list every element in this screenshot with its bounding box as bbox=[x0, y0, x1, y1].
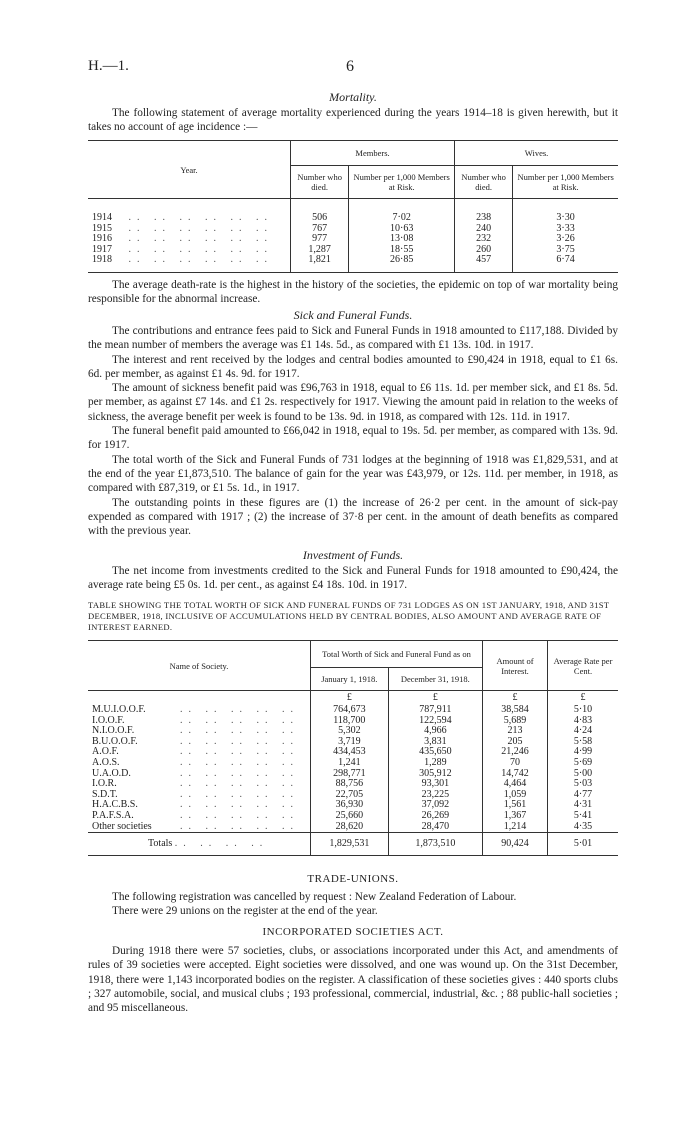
report-reference: H.—1. bbox=[88, 58, 129, 74]
worth-january: 1,241 bbox=[311, 758, 389, 769]
funds-table bbox=[88, 640, 618, 856]
worth-december: 305,912 bbox=[388, 769, 482, 780]
worth-january: 28,620 bbox=[311, 822, 389, 833]
interest-rate: 5·10 bbox=[573, 704, 593, 715]
sick-para-4: The funeral benefit paid amounted to £66,042 in 1918, equal to 19s. 5d. per member, as compared with 13s. 9d. for 1917. bbox=[88, 425, 618, 452]
wives-died-header: Number who died. bbox=[455, 166, 513, 199]
interest-amount: 213 bbox=[483, 726, 548, 737]
incorporated-heading: INCORPORATED SOCIETIES ACT. bbox=[262, 926, 444, 938]
society-name: P.A.F.S.A. .. .. .. .. .. bbox=[88, 811, 311, 822]
worth-january: 36,930 bbox=[311, 800, 389, 811]
members-died: 1,287 bbox=[291, 245, 349, 256]
society-name: I.O.O.F. .. .. .. .. .. bbox=[88, 716, 311, 727]
interest-rate: 5·41 bbox=[573, 809, 593, 821]
members-per1000: 18·55 bbox=[349, 245, 455, 256]
interest-amount: 1,214 bbox=[483, 822, 548, 833]
mortality-row bbox=[88, 255, 618, 266]
worth-january: 434,453 bbox=[311, 747, 389, 758]
society-name: M.U.I.O.O.F. .. .. .. .. .. bbox=[88, 705, 311, 716]
worth-december: 37,092 bbox=[388, 800, 482, 811]
mortality-row bbox=[88, 213, 618, 224]
totals-jan: 1,829,531 bbox=[311, 833, 389, 856]
totals-rate: 5·01 bbox=[573, 837, 593, 849]
interest-rate: 4·99 bbox=[573, 746, 593, 758]
interest-amount: 38,584 bbox=[483, 705, 548, 716]
average-rate-header: Average Rate per Cent. bbox=[553, 655, 613, 676]
society-row bbox=[88, 705, 618, 716]
incorporated-para: During 1918 there were 57 societies, clubs, or associations incorporated under this Act, and amendments of rules of 39 societies were accepted. Eight societies were dissolved, and one was wound up. On the 31st December, 1918, there were 1,143 incorporated bodies on the register. A classification of these societies gives : 440 sports clubs ; 327 automobile, social, and musical clubs ; 193 professional, commercial, industrial, &c. ; 88 public-hall societies ; and 95 miscellaneous. bbox=[88, 945, 618, 1015]
society-name: A.O.F. .. .. .. .. .. bbox=[88, 747, 311, 758]
worth-december: 787,911 bbox=[388, 705, 482, 716]
society-name: U.A.O.D. .. .. .. .. .. bbox=[88, 769, 311, 780]
worth-december: 93,301 bbox=[388, 779, 482, 790]
worth-header: Total Worth of Sick and Funeral Fund as on bbox=[311, 641, 483, 668]
wives-died: 260 bbox=[455, 245, 513, 256]
members-died: 977 bbox=[291, 234, 349, 245]
january-header: January 1, 1918. bbox=[311, 668, 389, 691]
worth-december: 1,289 bbox=[388, 758, 482, 769]
members-died: 1,821 bbox=[291, 255, 349, 266]
interest-amount: 1,367 bbox=[483, 811, 548, 822]
unit-dec: £ bbox=[388, 691, 482, 706]
trade-line-1: The following registration was cancelled by request : New Zealand Federation of Labour. bbox=[112, 891, 517, 903]
worth-january: 5,302 bbox=[311, 726, 389, 737]
worth-january: 25,660 bbox=[311, 811, 389, 822]
funds-table-caption: TABLE SHOWING THE TOTAL WORTH OF SICK AND FUNERAL FUNDS OF 731 LODGES AS ON 1ST JANUARY, 1918, AND 31ST DECEMBER, 1918, INCLUSIVE OF ACCUMULATIONS HELD BY CENTRAL BODIES, ALSO AMOUNT AND AVERAGE RATE OF INTEREST EARNED. bbox=[88, 600, 610, 632]
wives-per1000: 3·33 bbox=[556, 222, 575, 234]
interest-rate: 4·35 bbox=[573, 820, 593, 832]
totals-row bbox=[88, 833, 618, 856]
mortality-table bbox=[88, 140, 618, 273]
totals-dec: 1,873,510 bbox=[388, 833, 482, 856]
totals-amount: 90,424 bbox=[483, 833, 548, 856]
interest-rate: 4·83 bbox=[573, 714, 593, 726]
members-died: 506 bbox=[291, 213, 349, 224]
sick-para-1: The contributions and entrance fees paid to Sick and Funeral Funds in 1918 amounted to £117,188. Divided by the mean number of members the average was £1 14s. 5d., as compared with £1 13s. 10d. in 1917. bbox=[88, 325, 618, 352]
wives-per1000: 3·30 bbox=[556, 212, 575, 223]
society-header: Name of Society. bbox=[88, 641, 311, 691]
worth-december: 28,470 bbox=[388, 822, 482, 833]
society-row bbox=[88, 758, 618, 769]
sick-para-5: The total worth of the Sick and Funeral Funds of 731 lodges at the beginning of 1918 was £1,829,531, and at the end of the year £1,873,510. The balance of gain for the year was £43,979, or 12s. 11d. per member, in 1918, as compared with £87,319, or £1 5s. 1d., in 1917. bbox=[88, 453, 618, 495]
wives-per1000: 3·26 bbox=[556, 233, 575, 245]
mortality-year: 1916 .. .. .. .. .. .. bbox=[88, 234, 291, 245]
wives-per1000-header: Number per 1,000 Members at Risk. bbox=[517, 172, 614, 192]
worth-january: 764,673 bbox=[311, 705, 389, 716]
page-number: 6 bbox=[346, 58, 354, 75]
society-name: Other societies .. .. .. .. .. bbox=[88, 822, 311, 833]
interest-rate: 4·77 bbox=[573, 788, 593, 800]
members-per1000: 13·08 bbox=[349, 234, 455, 245]
mortality-heading: Mortality. bbox=[329, 90, 377, 104]
wives-died: 232 bbox=[455, 234, 513, 245]
interest-amount: 4,464 bbox=[483, 779, 548, 790]
interest-rate: 5·58 bbox=[573, 735, 593, 747]
mortality-year: 1914 .. .. .. .. .. .. bbox=[88, 213, 291, 224]
trade-unions-heading: TRADE-UNIONS. bbox=[307, 873, 399, 885]
interest-rate: 5·03 bbox=[573, 778, 593, 790]
wives-died: 457 bbox=[455, 255, 513, 266]
investment-heading: Investment of Funds. bbox=[302, 548, 404, 562]
members-header: Members. bbox=[291, 141, 455, 166]
sick-para-6: The outstanding points in these figures are (1) the increase of 26·2 per cent. in the amount of sick-pay expended as compared with 1917 ; (2) the increase of 37·8 per cent. in the amount of death benefits as compared with the previous year. bbox=[88, 496, 618, 538]
society-name: H.A.C.B.S. .. .. .. .. .. bbox=[88, 800, 311, 811]
unit-jan: £ bbox=[311, 691, 389, 706]
interest-amount: 70 bbox=[483, 758, 548, 769]
worth-january: 118,700 bbox=[311, 716, 389, 727]
unit-amount: £ bbox=[483, 691, 548, 706]
unit-rate: £ bbox=[580, 691, 586, 703]
wives-died: 238 bbox=[455, 213, 513, 224]
sick-heading: Sick and Funeral Funds. bbox=[293, 308, 413, 322]
society-row bbox=[88, 822, 618, 833]
society-row bbox=[88, 811, 618, 822]
members-died: 767 bbox=[291, 224, 349, 235]
mortality-year: 1915 .. .. .. .. .. .. bbox=[88, 224, 291, 235]
worth-december: 3,831 bbox=[388, 737, 482, 748]
wives-died: 240 bbox=[455, 224, 513, 235]
interest-amount: 205 bbox=[483, 737, 548, 748]
interest-amount: 21,246 bbox=[483, 747, 548, 758]
interest-rate: 4·31 bbox=[573, 799, 593, 811]
interest-amount: 1,059 bbox=[483, 790, 548, 801]
wives-header: Wives. bbox=[455, 141, 618, 166]
trade-line-2: There were 29 unions on the register at the end of the year. bbox=[112, 905, 378, 918]
worth-december: 26,269 bbox=[388, 811, 482, 822]
totals-label: Totals .. .. .. .. bbox=[88, 833, 311, 856]
society-name: I.O.R. .. .. .. .. .. bbox=[88, 779, 311, 790]
interest-rate: 4·24 bbox=[573, 725, 593, 737]
sick-paragraphs bbox=[88, 324, 618, 538]
worth-january: 22,705 bbox=[311, 790, 389, 801]
wives-per1000: 3·75 bbox=[556, 243, 575, 255]
wives-per1000: 6·74 bbox=[556, 254, 575, 266]
interest-amount: 1,561 bbox=[483, 800, 548, 811]
investment-para: The net income from investments credited to the Sick and Funeral Funds for 1918 amounted to £90,424, the average rate being £5 0s. 1d. per cent., as against £4 18s. 10d. in 1917. bbox=[88, 565, 618, 592]
members-died-header: Number who died. bbox=[291, 166, 349, 199]
members-per1000: 10·63 bbox=[349, 224, 455, 235]
society-name: A.O.S. .. .. .. .. .. bbox=[88, 758, 311, 769]
members-per1000: 7·02 bbox=[349, 213, 455, 224]
mortality-comment: The average death-rate is the highest in the history of the societies, the epidemic on top of war mortality being responsible for the abnormal increase. bbox=[88, 279, 618, 306]
worth-december: 122,594 bbox=[388, 716, 482, 727]
year-header: Year. bbox=[88, 141, 291, 199]
worth-january: 298,771 bbox=[311, 769, 389, 780]
mortality-intro: The following statement of average mortality experienced during the years 1914–18 is given herewith, but it takes no account of age incidence :— bbox=[88, 107, 618, 134]
society-name: N.I.O.O.F. .. .. .. .. .. bbox=[88, 726, 311, 737]
worth-january: 3,719 bbox=[311, 737, 389, 748]
mortality-year: 1917 .. .. .. .. .. .. bbox=[88, 245, 291, 256]
worth-december: 4,966 bbox=[388, 726, 482, 737]
society-name: B.U.O.O.F. .. .. .. .. .. bbox=[88, 737, 311, 748]
sick-para-3: The amount of sickness benefit paid was £96,763 in 1918, equal to £6 11s. 1d. per member sick, and £1 8s. 5d. per member, as against £7 14s. and £1 2s. respectively for 1917. Viewing the amount paid in relation to the weeks of sickness, the average benefit per week is found to be 13s. 9d. in 1918, as compared with 12s. 11d. in 1917. bbox=[88, 382, 618, 423]
society-name: S.D.T. .. .. .. .. .. bbox=[88, 790, 311, 801]
interest-rate: 5·69 bbox=[573, 756, 593, 768]
worth-december: 435,650 bbox=[388, 747, 482, 758]
interest-amount: 14,742 bbox=[483, 769, 548, 780]
interest-amount-header: Amount of Interest. bbox=[483, 641, 548, 691]
sick-para-2: The interest and rent received by the lodges and central bodies amounted to £90,424 in 1918, equal to £1 6s. 6d. per member, as against £1 4s. 9d. for 1917. bbox=[88, 353, 618, 380]
members-per1000-header: Number per 1,000 Members at Risk. bbox=[349, 166, 455, 199]
worth-january: 88,756 bbox=[311, 779, 389, 790]
members-per1000: 26·85 bbox=[349, 255, 455, 266]
mortality-year: 1918 .. .. .. .. .. .. bbox=[88, 255, 291, 266]
december-header: December 31, 1918. bbox=[388, 668, 482, 691]
interest-amount: 5,689 bbox=[483, 716, 548, 727]
trade-unions-text bbox=[88, 890, 618, 919]
interest-rate: 5·00 bbox=[573, 767, 593, 779]
worth-december: 23,225 bbox=[388, 790, 482, 801]
